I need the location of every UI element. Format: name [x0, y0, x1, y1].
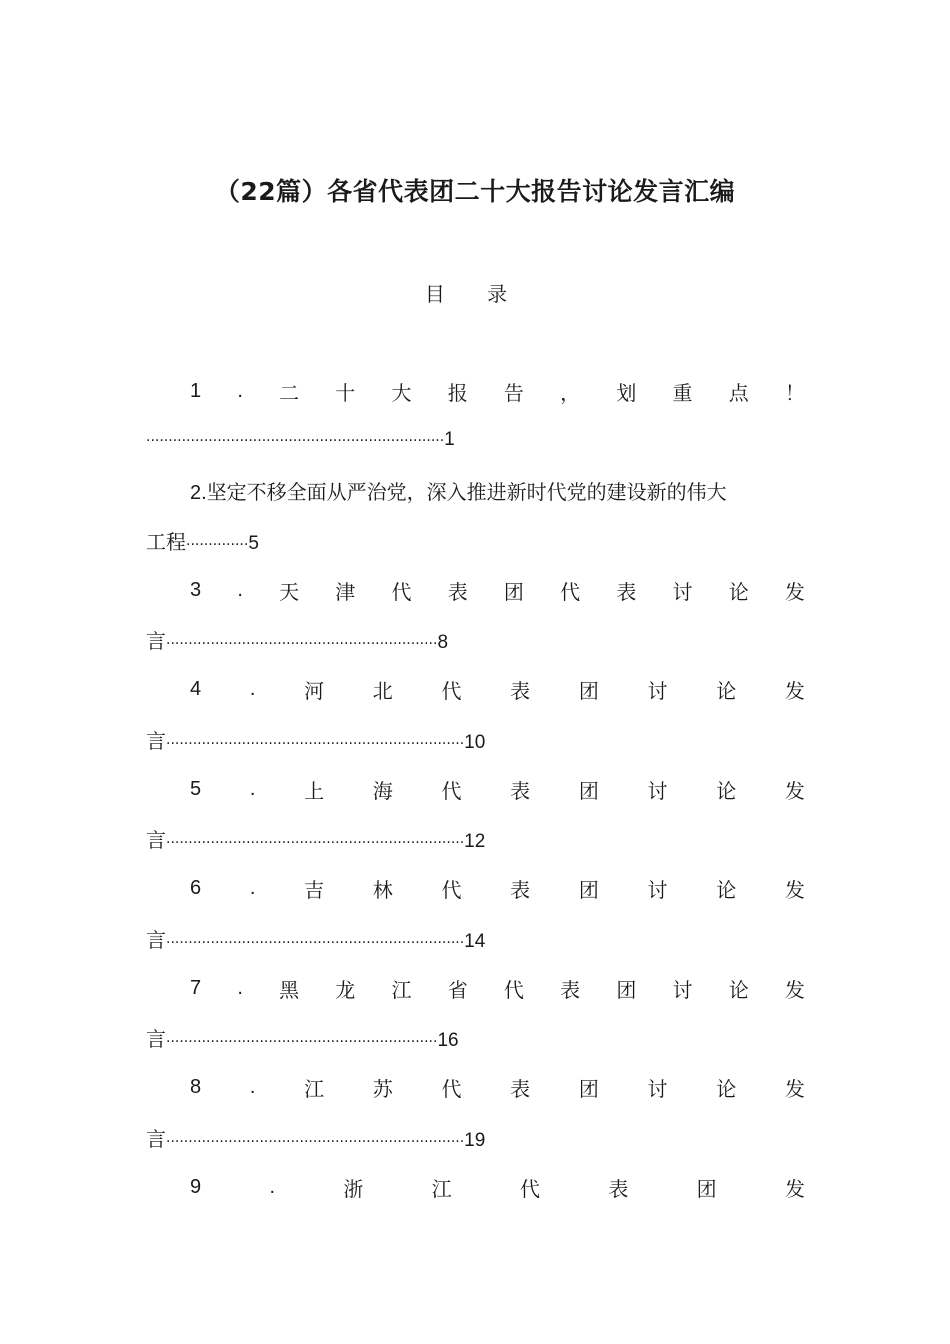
- toc-entry-char: 大: [391, 380, 412, 405]
- toc-entry[interactable]: [190, 1073, 805, 1103]
- toc-entry-char: 北: [372, 679, 393, 703]
- toc-entry[interactable]: [190, 774, 805, 804]
- toc-entry-char: 讨: [647, 878, 668, 902]
- toc-entry-tail-text: 言: [146, 728, 166, 753]
- toc-page-number: 8: [437, 632, 449, 653]
- toc-entry-char: 发: [784, 778, 805, 803]
- toc-entry-dot: .: [237, 578, 243, 601]
- toc-entry-char: 上: [304, 778, 325, 803]
- toc-entry-continuation[interactable]: [146, 426, 455, 456]
- toc-leader-dots: ···································································: [166, 1133, 465, 1150]
- toc-page-number: 19: [464, 1129, 486, 1151]
- toc-entry-char: 发: [784, 679, 805, 703]
- toc-entry-continuation[interactable]: [146, 526, 259, 556]
- toc-entry-continuation[interactable]: [146, 1123, 485, 1153]
- toc-entry-char: 团: [696, 1176, 717, 1201]
- toc-leader-dots: ···································································: [166, 835, 465, 851]
- toc-entry-char: 代: [441, 878, 462, 902]
- toc-entry-char: 团: [578, 679, 599, 703]
- toc-entry-tail-text: 言: [146, 828, 166, 852]
- toc-entry-tail-text: 言: [146, 927, 166, 952]
- toc-entry-char: 团: [578, 1077, 599, 1101]
- toc-entry-char: 报: [447, 380, 468, 405]
- toc-heading: 目 录: [424, 282, 526, 306]
- toc-leader-dots: ·····························································: [166, 1034, 438, 1050]
- toc-entry-tail-text: 言: [146, 1027, 166, 1051]
- toc-entry-char: 讨: [647, 679, 668, 703]
- toc-entry[interactable]: [190, 575, 805, 605]
- toc-entry-char: 代: [560, 579, 581, 604]
- toc-entry-char: 代: [441, 679, 462, 703]
- toc-entry-char: 重: [672, 380, 693, 405]
- toc-entry-char: 发: [784, 1077, 805, 1101]
- toc-entry-char: 表: [510, 1077, 531, 1101]
- toc-entry-char: 表: [447, 579, 468, 604]
- toc-entry-number: 7: [190, 976, 202, 999]
- toc-entry-char: 团: [503, 579, 524, 604]
- toc-entry-char: 江: [391, 977, 412, 1002]
- toc-entry-continuation[interactable]: [146, 1023, 459, 1053]
- toc-entry[interactable]: [190, 874, 805, 904]
- toc-entry-char: 苏: [372, 1077, 393, 1101]
- toc-entry[interactable]: [190, 376, 805, 406]
- toc-entry-char: 团: [578, 878, 599, 902]
- toc-entry-number: 2.: [190, 481, 207, 504]
- toc-entry-char: 省: [447, 977, 468, 1002]
- toc-page-number: 12: [464, 831, 486, 852]
- toc-page-number: 14: [464, 930, 486, 952]
- toc-entry-tail-text: 工程: [146, 529, 186, 554]
- toc-entry-char: 发: [784, 977, 805, 1002]
- toc-entry-char: 论: [716, 1077, 737, 1101]
- toc-entry-char: 代: [520, 1176, 540, 1201]
- toc-entry[interactable]: [190, 675, 805, 705]
- toc-page-number: 10: [464, 731, 486, 753]
- toc-entry-char: 代: [441, 1077, 462, 1101]
- toc-entry-char: 津: [335, 579, 356, 604]
- toc-entry-number: 4: [190, 678, 202, 700]
- toc-entry-dot: .: [269, 1175, 276, 1198]
- toc-entry-char: 海: [372, 778, 393, 803]
- toc-entry-char: 河: [304, 679, 325, 703]
- toc-leader-dots: ···································································: [166, 735, 465, 752]
- toc-entry-char: 代: [441, 778, 462, 803]
- toc-entry-char: 十: [335, 380, 356, 405]
- toc-entry-char: 团: [616, 977, 637, 1002]
- toc-entry-char: 龙: [335, 977, 356, 1002]
- toc-entry-char: 讨: [647, 1077, 668, 1101]
- toc-entry-char: 论: [728, 977, 749, 1002]
- toc-entry-dot: .: [249, 877, 256, 899]
- toc-entry-char: 浙: [343, 1176, 364, 1201]
- toc-entry-continuation[interactable]: [146, 924, 485, 954]
- toc-entry-number: 9: [190, 1175, 202, 1198]
- toc-entry-char: 论: [716, 878, 737, 902]
- toc-page-number: 5: [248, 532, 259, 554]
- toc-entry-tail-text: 言: [146, 629, 166, 653]
- toc-entry-dot: .: [237, 379, 243, 402]
- toc-entry-char: 讨: [647, 778, 668, 803]
- toc-page-number: 16: [437, 1030, 459, 1051]
- toc-entry-char: 论: [728, 579, 749, 604]
- toc-entry-char: 点: [728, 380, 749, 405]
- toc-entry-char: 二: [279, 380, 300, 405]
- toc-leader-dots: ···································································: [166, 934, 465, 951]
- toc-entry-char: 代: [391, 579, 412, 604]
- toc-entry-dot: .: [249, 1076, 256, 1098]
- toc-leader-dots: ··············: [186, 536, 249, 553]
- toc-entry-char: ！: [784, 380, 805, 405]
- toc-entry-dot: .: [249, 678, 256, 700]
- toc-entry-char: 发: [784, 878, 805, 902]
- toc-entry-char: 表: [608, 1176, 629, 1201]
- toc-entry[interactable]: [190, 1172, 805, 1202]
- toc-entry-number: 8: [190, 1076, 202, 1098]
- toc-entry-char: 表: [510, 679, 531, 703]
- toc-page-number: 1: [444, 429, 455, 450]
- toc-entry-continuation[interactable]: [146, 725, 485, 755]
- toc-entry-char: ，: [560, 380, 581, 405]
- toc-leader-dots: ···································································: [146, 433, 445, 449]
- toc-entry-continuation[interactable]: [146, 824, 485, 854]
- toc-entry-title: 坚定不移全面从严治党，深入推进新时代党的建设新的伟大: [206, 479, 727, 504]
- toc-entry-char: 发: [784, 579, 805, 604]
- document-title: （22篇）各省代表团二十大报告讨论发言汇编: [214, 177, 736, 206]
- toc-entry-char: 论: [716, 679, 737, 703]
- toc-entry-char: 论: [716, 778, 737, 803]
- toc-entry-dot: .: [249, 777, 256, 800]
- toc-entry-char: 表: [510, 878, 531, 902]
- toc-entry-char: 代: [503, 977, 524, 1002]
- toc-entry[interactable]: [190, 476, 830, 506]
- toc-entry-char: 团: [578, 778, 599, 803]
- toc-entry-continuation[interactable]: [146, 625, 448, 655]
- toc-entry-char: 发: [784, 1176, 805, 1201]
- toc-entry-number: 3: [190, 578, 202, 601]
- toc-entry-char: 江: [431, 1176, 452, 1201]
- toc-entry-number: 6: [190, 877, 202, 899]
- toc-entry-number: 1: [190, 379, 202, 402]
- toc-entry-char: 表: [616, 579, 637, 604]
- toc-entry-char: 划: [616, 380, 637, 405]
- toc-entry-char: 吉: [304, 878, 325, 902]
- toc-entry-tail-text: 言: [146, 1126, 166, 1151]
- toc-entry-char: 林: [372, 878, 393, 902]
- toc-entry-dot: .: [237, 976, 243, 999]
- toc-entry-char: 表: [560, 977, 581, 1002]
- toc-entry-char: 讨: [672, 579, 693, 604]
- toc-entry-char: 天: [279, 579, 300, 604]
- toc-entry-char: 黑: [279, 977, 300, 1002]
- toc-entry[interactable]: [190, 973, 805, 1003]
- toc-entry-char: 表: [510, 778, 531, 803]
- toc-entry-char: 讨: [672, 977, 693, 1002]
- toc-entry-number: 5: [190, 777, 202, 800]
- toc-entry-char: 江: [304, 1077, 325, 1101]
- toc-entry-char: 告: [503, 380, 524, 405]
- toc-leader-dots: ·····························································: [166, 636, 438, 652]
